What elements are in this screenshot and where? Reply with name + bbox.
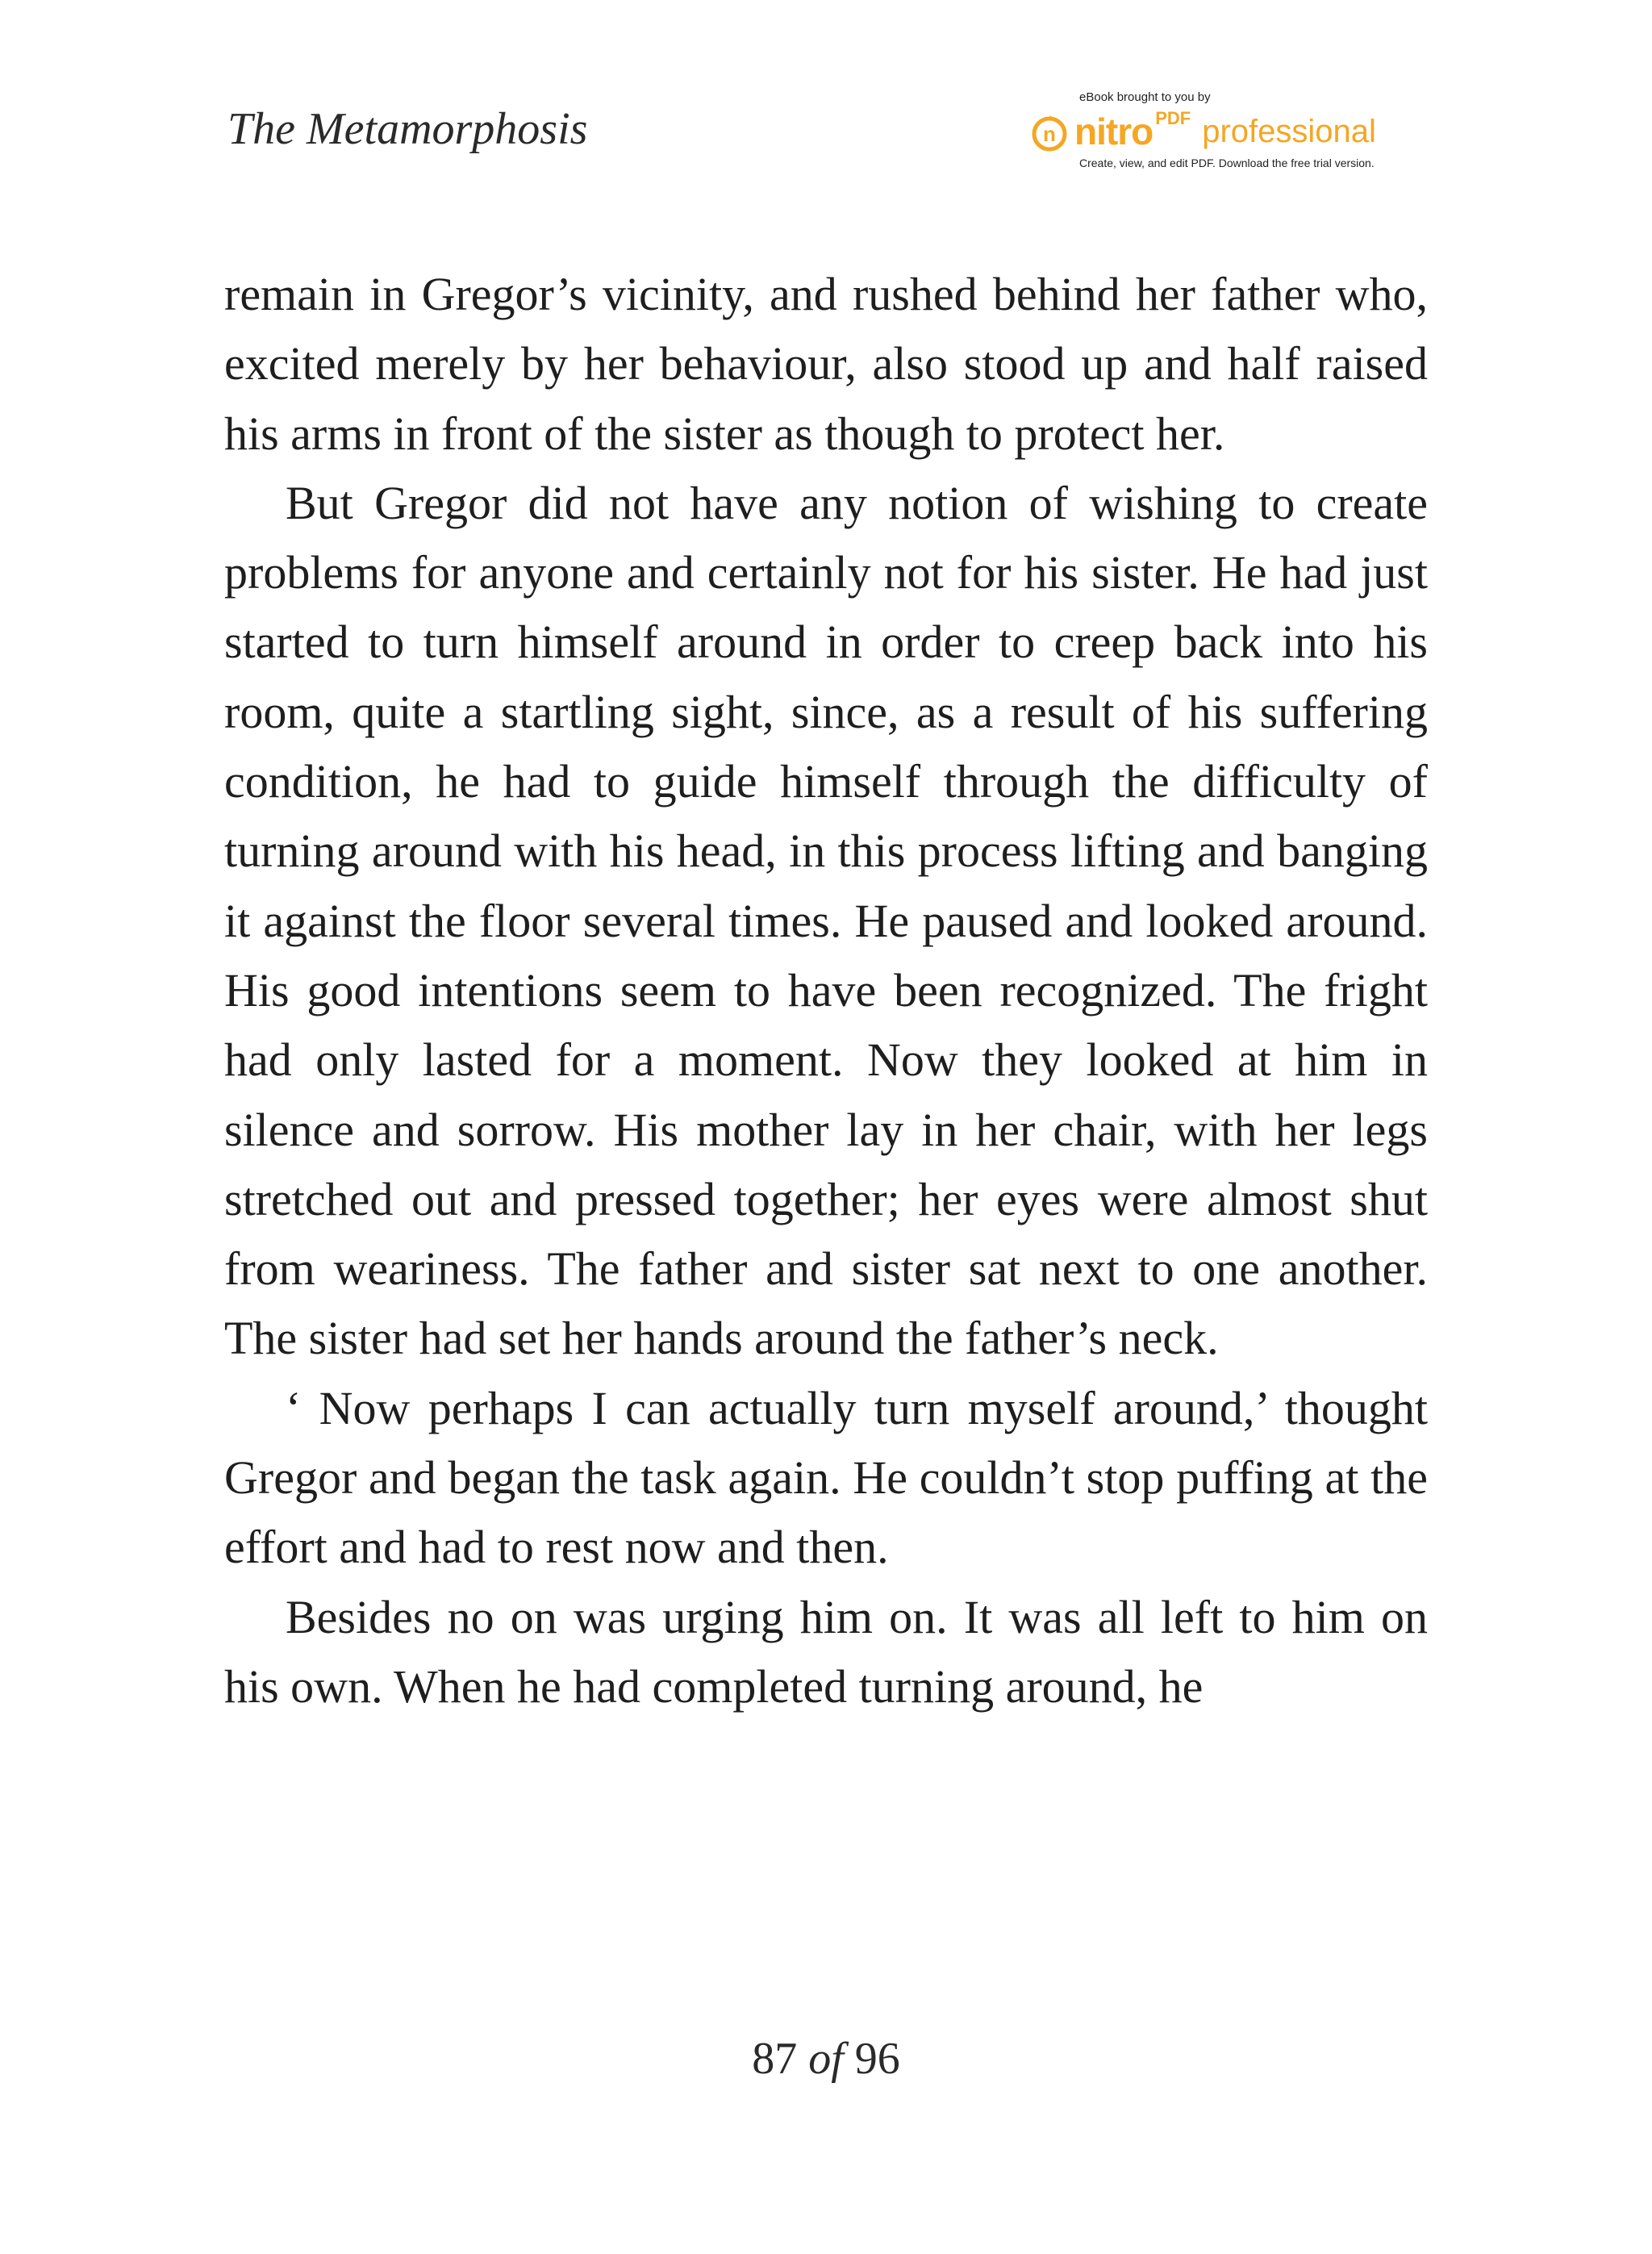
paragraph: remain in Gregor’s vicinity, and rushed behind her father who, excited merely by her behaviour, also stood up and half raised his arms in front of the sister as though to protect her. [224, 268, 1428, 460]
ad-brand-superscript: PDF [1155, 108, 1191, 128]
nitro-logo-icon [1029, 111, 1070, 152]
svg-text:n: n [1043, 122, 1056, 146]
paragraph: ‘ Now perhaps I can actually turn myself around,’ thought Gregor and began the task again. He couldn’t stop puffing at the effort and had to rest now and then. [224, 1381, 1428, 1574]
ad-subtext: Create, view, and edit PDF. Download the free trial version. [1079, 157, 1375, 169]
ad-product-name: professional [1202, 113, 1376, 149]
page-number [0, 2033, 1652, 2085]
ad-tagline: eBook brought to you by [1079, 90, 1211, 104]
nitro-pdf-ad-banner[interactable] [1029, 90, 1408, 171]
ad-brand-name: nitro [1074, 111, 1153, 152]
total-page-count: 96 [854, 2034, 900, 2084]
book-title: The Metamorphosis [227, 104, 588, 154]
paragraph: Besides no on was urging him on. It was all left to him on his own. When he had completed turning around, he [224, 1590, 1428, 1713]
current-page-number: 87 [752, 2034, 798, 2084]
page-body-text [224, 260, 1428, 1722]
ad-logo [1029, 106, 1376, 157]
paragraph: But Gregor did not have any notion of wishing to create problems for anyone and certainly not for his sister. He had just started to turn himself around in order to creep back into his room, quite a startling sight, since, as a result of his suffering condition, he had to guide himself through the difficulty of turning around with his head, in this process lifting and banging it against the floor several times. He paused and looked around. His good intentions seem to have been recognized. The fright had only lasted for a moment. Now they looked at him in silence and sorrow. His mother lay in her chair, with her legs stretched out and pressed together; her eyes were almost shut from weariness. The father and sister sat next to one another. The sister had set her hands around the father’s neck. [224, 476, 1428, 1365]
page-of-label: of [808, 2034, 844, 2084]
